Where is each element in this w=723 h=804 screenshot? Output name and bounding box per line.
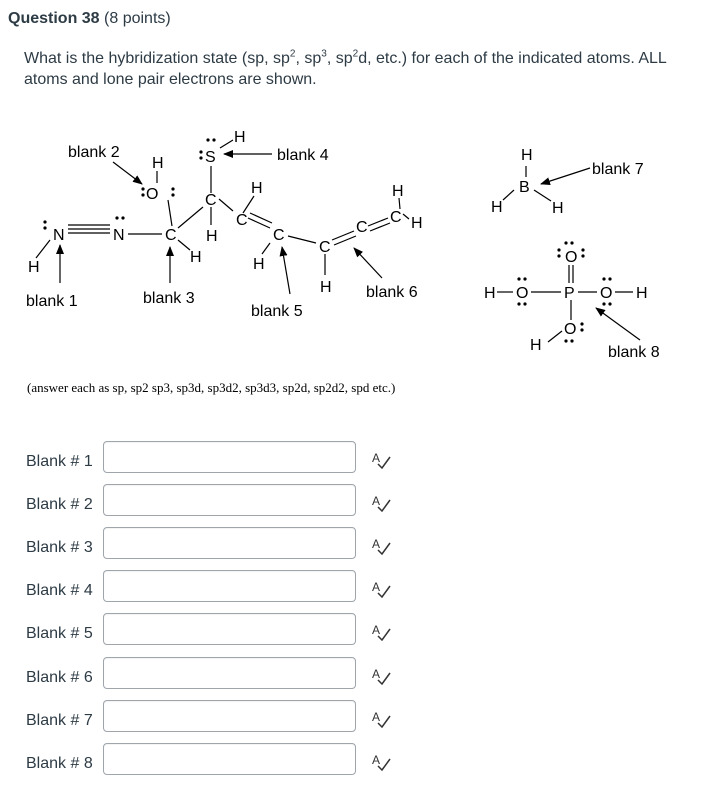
spellcheck-icon[interactable] — [370, 578, 392, 598]
atom-s: S — [205, 149, 216, 166]
blank-row-8 — [0, 755, 723, 793]
blank-input-3[interactable] — [103, 527, 356, 559]
atom-n2: N — [113, 227, 125, 244]
question-title: Question 38 — [8, 10, 100, 27]
atom-b: B — [519, 179, 530, 196]
molecule-figure — [0, 100, 723, 410]
blank-input-1[interactable] — [103, 441, 356, 473]
label-blank-6: blank 6 — [366, 284, 418, 301]
atom-c-vinyl1: C — [236, 212, 248, 229]
atom-h-allene1: H — [320, 279, 332, 296]
prompt-sup-1: 2 — [289, 48, 296, 60]
spellcheck-icon[interactable] — [370, 665, 392, 685]
spellcheck-icon[interactable] — [370, 492, 392, 512]
label-blank-4: blank 4 — [277, 147, 329, 164]
spellcheck-icon[interactable] — [370, 621, 392, 641]
blank-label-4: Blank # 4 — [26, 582, 93, 599]
blank-input-4[interactable] — [103, 570, 356, 602]
atom-h-vinyl2: H — [253, 256, 265, 273]
atom-c-allene1: C — [319, 239, 331, 256]
atom-h-c-bottom: H — [190, 249, 202, 266]
atom-o-left: O — [516, 285, 529, 302]
blank-input-7[interactable] — [103, 700, 356, 732]
svg-text:A: A — [372, 494, 381, 508]
spellcheck-icon[interactable] — [370, 449, 392, 469]
svg-text:A: A — [372, 667, 381, 681]
label-blank-3: blank 3 — [143, 290, 195, 307]
question-prompt — [24, 48, 684, 90]
question-points: (8 points) — [104, 10, 171, 27]
atom-h-b-top: H — [521, 147, 533, 164]
prompt-sup-2: 3 — [321, 48, 327, 60]
atom-h-allene3a: H — [392, 183, 404, 200]
bonds — [36, 140, 633, 342]
blank-label-3: Blank # 3 — [26, 539, 93, 556]
blank-input-8[interactable] — [103, 743, 356, 775]
blank-label-6: Blank # 6 — [26, 669, 93, 686]
label-blank-5: blank 5 — [251, 303, 303, 320]
prompt-text-4: d, etc.) for each of the indicated atoms. ALL atoms and lone pair electrons are shown. — [24, 50, 667, 88]
blank-label-2: Blank # 2 — [26, 496, 93, 513]
atom-n1: N — [53, 227, 65, 244]
prompt-text-3: , sp — [326, 50, 353, 67]
atom-o: O — [146, 186, 159, 203]
atom-h-c-upper: H — [206, 228, 218, 245]
blank-label-1: Blank # 1 — [26, 453, 93, 470]
atom-h-po-right: H — [636, 285, 648, 302]
answer-format-note: (answer each as sp, sp2 sp3, sp3d, sp3d2, sp3d3, sp2d, sp2d2, spd etc.) — [27, 380, 396, 395]
atom-h-b-left: H — [491, 199, 503, 216]
spellcheck-icon[interactable] — [370, 535, 392, 555]
svg-text:A: A — [372, 753, 381, 767]
atom-c-allene2: C — [356, 219, 368, 236]
spellcheck-icon[interactable] — [370, 708, 392, 728]
atom-c-allene3: C — [390, 209, 402, 226]
prompt-sup-3: 2 — [352, 48, 359, 60]
label-blank-1: blank 1 — [26, 293, 78, 310]
atom-h-s: H — [234, 129, 246, 146]
spellcheck-icon[interactable] — [370, 751, 392, 771]
atom-c-central: C — [165, 227, 177, 244]
atom-o-right: O — [600, 285, 613, 302]
indicator-arrows — [60, 154, 640, 340]
atom-h-vinyl1: H — [251, 180, 263, 197]
svg-text:A: A — [372, 580, 381, 594]
atom-c-vinyl2: C — [273, 227, 285, 244]
blank-input-2[interactable] — [103, 484, 356, 516]
atom-h-o: H — [152, 155, 164, 172]
atom-o-top: O — [565, 249, 578, 266]
atom-h-po-left: H — [484, 285, 496, 302]
atom-h-po-bottom: H — [530, 337, 542, 354]
label-blank-7: blank 7 — [592, 161, 644, 178]
label-blank-8: blank 8 — [608, 344, 660, 361]
svg-text:A: A — [372, 623, 381, 637]
atom-p: P — [564, 285, 575, 302]
question-header — [8, 10, 171, 28]
blank-label-7: Blank # 7 — [26, 712, 93, 729]
prompt-text-2: , sp — [295, 50, 322, 67]
atom-o-bottom: O — [564, 321, 577, 338]
atom-h-b-right: H — [552, 200, 564, 217]
prompt-text-1: What is the hybridization state (sp, sp — [24, 50, 290, 67]
atom-c-upper: C — [205, 192, 217, 209]
blank-label-5: Blank # 5 — [26, 625, 93, 642]
svg-text:A: A — [372, 537, 381, 551]
label-blank-2: blank 2 — [68, 144, 120, 161]
blank-label-8: Blank # 8 — [26, 755, 93, 772]
svg-text:A: A — [372, 710, 381, 724]
atom-h-allene3b: H — [411, 215, 423, 232]
blank-input-5[interactable] — [103, 613, 356, 645]
atom-h-left: H — [28, 259, 40, 276]
blank-input-6[interactable] — [103, 657, 356, 689]
svg-text:A: A — [372, 451, 381, 465]
